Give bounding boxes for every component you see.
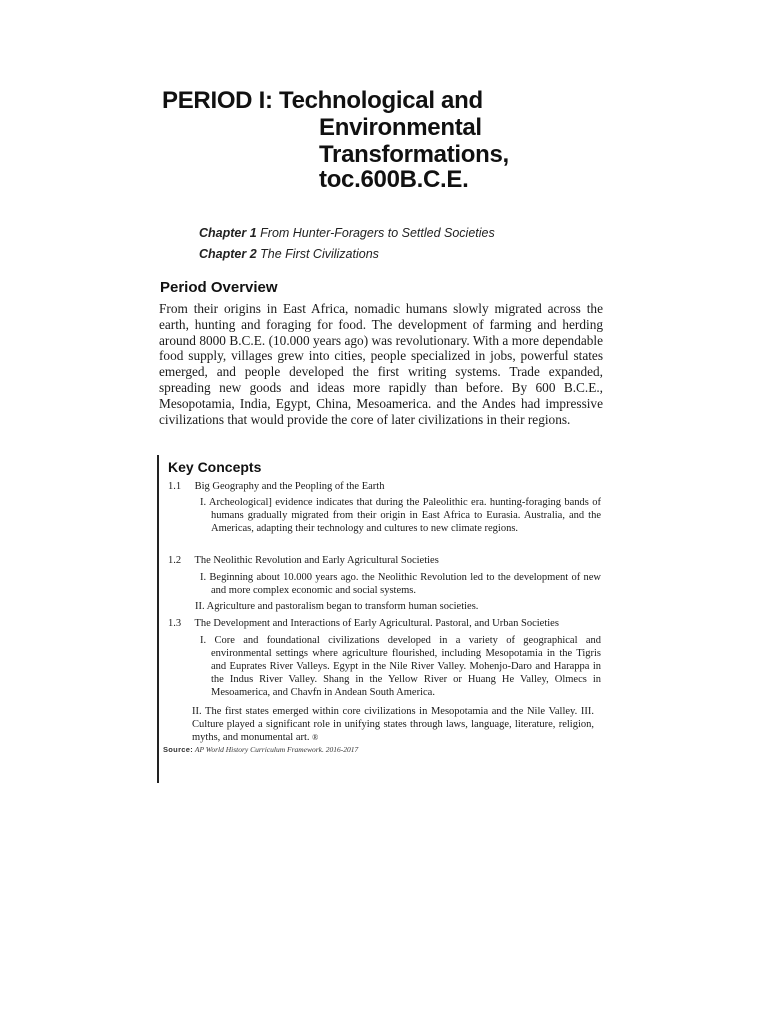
- concept-point-block: [192, 705, 594, 744]
- section-number: 1.2: [168, 555, 182, 566]
- page-title-line-2: Environmental: [319, 114, 482, 141]
- concept-point: I. Archeological] evidence indicates that during the Paleolithic era. hunting-foraging bands of humans gradually migrated from their origin in East Africa to Eurasia. Australia, and the Americas, adapting their technology and cultures to new climate regions.: [200, 497, 601, 534]
- chapter-2-entry: [199, 247, 379, 261]
- section-title: Big Geography and the Peopling of the Earth: [194, 481, 385, 492]
- section-1-3-heading: [168, 617, 559, 630]
- concept-point: I. Core and foundational civilizations developed in a variety of geographical and environmental settings where agriculture flourished, including Mesopotamia in the Tigris and Euprates River Valleys. Egypt in the Nile River Valley. Mohenjo-Daro and Harappa in the Indus River Valley. Shang in the Yellow River or Huang He Valley, Olmecs in Mesoamerica, and Chavfn in Andean South America.: [200, 635, 601, 698]
- source-citation: [163, 745, 358, 754]
- page-title-line-4: toc.600B.C.E.: [319, 166, 469, 193]
- key-concepts-sidebar-rule: [157, 455, 159, 783]
- section-1-2-heading: [168, 554, 439, 567]
- overview-paragraph: From their origins in East Africa, nomadic humans slowly migrated across the earth, hunting and foraging for food. The development of farming and herding around 8000 B.C.E. (10.000 years ago) was revolutionary. With a more dependable food supply, villages grew into cities, people specialized in jobs, powerful states emerged, and people developed the first writing systems. Trade expanded, spreading new goods and ideas more rapidly than before. By 600 B.C.E., Mesopotamia, India, Egypt, China, Mesoamerica. and the Andes had impressive civilizations that would provide the core of later civilizations in their regions.: [159, 301, 603, 427]
- concept-point: II. Agriculture and pastoralism began to transform human societies.: [195, 601, 479, 612]
- source-label: Source:: [163, 745, 194, 754]
- section-1-1-heading: [168, 480, 384, 493]
- overview-heading: Period Overview: [160, 279, 278, 296]
- section-title: The Neolithic Revolution and Early Agricultural Societies: [194, 555, 439, 566]
- chapter-2-title: The First Civilizations: [260, 247, 379, 261]
- chapter-1-title: From Hunter-Foragers to Settled Societies: [260, 226, 495, 240]
- chapter-1-entry: [199, 226, 495, 240]
- section-number: 1.3: [168, 618, 182, 629]
- source-text: AP World History Curriculum Framework. 2016-2017: [194, 745, 359, 754]
- section-title: The Development and Interactions of Early Agricultural. Pastoral, and Urban Societies: [194, 618, 559, 629]
- key-concepts-heading: Key Concepts: [168, 459, 262, 475]
- concept-point: I. Beginning about 10.000 years ago. the Neolithic Revolution led to the development of new and more complex economic and social systems.: [200, 572, 601, 596]
- chapter-1-label: Chapter 1: [199, 226, 257, 240]
- concept-point: II. The first states emerged within core civilizations in Mesopotamia and the Nile Valley. III. Culture played a significant role in unifying states through laws, language, literature, religion, myths, and monumental art.: [192, 706, 594, 743]
- section-number: 1.1: [168, 481, 182, 492]
- page-title-line-1: PERIOD I: Technological and: [162, 87, 483, 114]
- page-title-line-3: Transformations,: [319, 141, 509, 168]
- chapter-2-label: Chapter 2: [199, 247, 257, 261]
- end-mark: ®: [312, 733, 319, 742]
